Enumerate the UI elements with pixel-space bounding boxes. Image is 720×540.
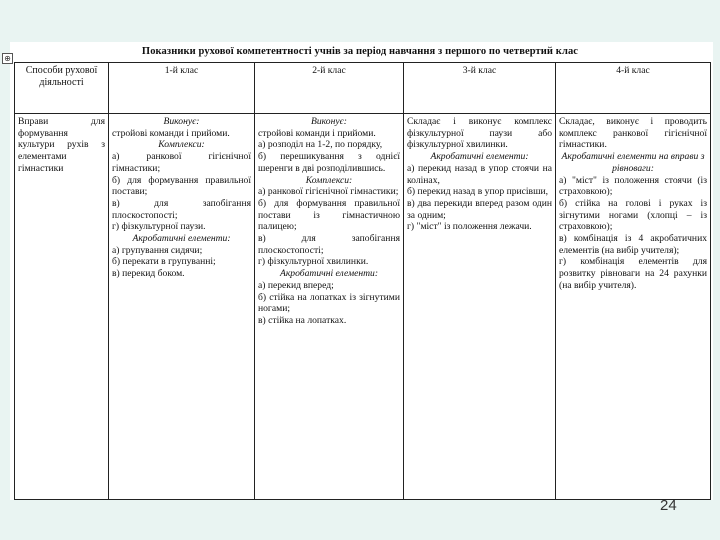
header-grade-3: 3-й клас [404,63,556,114]
g1-acro-item: а) групування сидячи; [112,244,203,256]
g2-complex-item: а) ранкової гігієнічної гімнастики; [258,186,399,198]
g3-acro-item: б) перекид назад в упор присівши, [407,186,549,198]
header-method: Способи рухової діяльності [15,63,109,114]
g2-acro-heading: Акробатичні елементи: [279,268,379,280]
g3-intro: Складає і виконує комплекс фізкультурної паузи або фізкультурної хвилинки. [407,116,552,151]
g2-complex-item: б) для формування правильної постави із гімнастичною палицею; [258,197,400,233]
g2-performs-text: стройові команди і прийоми. [258,127,376,139]
g2-item: а) розподіл на 1-2, по порядку, [258,139,383,151]
header-grade-2: 2-й клас [255,63,404,114]
g4-intro: Складає, виконує і проводить комплекс ранкової гігієнічної гімнастики. [559,116,707,151]
cell-grade-3 [404,114,556,500]
page-title: Показники рухової компетентності учнів за період навчання з першого по четвертий клас [141,46,579,57]
g2-complexes-heading: Комплекси: [305,174,353,186]
g3-acro-item: г) "міст" із положення лежачи. [407,221,532,233]
g1-item: г) фізкультурної паузи. [112,221,206,233]
g2-performs-heading: Виконує: [311,116,347,127]
g2-acro-item: б) стійка на лопатках із зігнутими ногами; [258,291,400,315]
header-grade-4: 4-й клас [556,63,711,114]
g1-item: б) для формування правильної постави; [112,174,251,198]
cell-grade-1 [109,114,255,500]
g4-acro-heading: Акробатичні елементи на вправи з рівноваги: [561,151,705,174]
g2-complex-item: г) фізкультурної хвилинки. [258,256,369,268]
g1-item: в) для запобігання плоскостопості; [112,197,251,221]
header-grade-1: 1-й клас [109,63,255,114]
g2-complex-item: в) для запобігання плоскостопості; [258,233,400,256]
g2-item: б) перешикування з однієї шеренги в дві розподілившись. [258,151,400,174]
g3-acro-item: в) два перекиди вперед разом один за одним; [407,197,552,221]
table-move-handle-icon[interactable]: ⊕ [2,53,13,64]
g4-acro-item: а) "міст" із положення стоячи (із страховкою); [559,174,707,198]
competence-table [14,62,711,500]
page-number: 24 [660,497,677,514]
g4-acro-item: в) комбінація із 4 акробатичних елементів (на вибір учителя); [559,233,707,256]
g1-acro-heading: Акробатичні елементи: [132,233,231,245]
g4-acro-item: г) комбінація елементів для розвитку рівноваги на 24 рахунки (на вибір учителя). [559,256,707,291]
g3-acro-item: а) перекид назад в упор стоячи на колінах, [407,162,552,186]
g1-acro-item: б) перекати в групуванні; [112,256,216,268]
g1-item: а) ранкової гігієнічної гімнастики; [112,151,251,174]
g3-acro-heading: Акробатичні елементи: [430,151,529,163]
g4-acro-item: б) стійка на голові і руках із зігнутими ногами (хлопці – із страховкою); [559,197,707,233]
g2-acro-item: в) стійка на лопатках. [258,314,347,326]
g1-performs-text: стройові команди і прийоми. [112,127,230,139]
g1-performs-heading: Виконує: [163,116,200,127]
g2-acro-item: а) перекид вперед; [258,279,334,291]
cell-grade-2 [255,114,404,500]
g1-complexes-heading: Комплекси: [158,139,205,151]
g1-acro-item: в) перекид боком. [112,268,185,280]
cell-grade-4 [556,114,711,500]
row-label: Вправи для формування культури рухів з елементами гімнастики [15,114,109,500]
